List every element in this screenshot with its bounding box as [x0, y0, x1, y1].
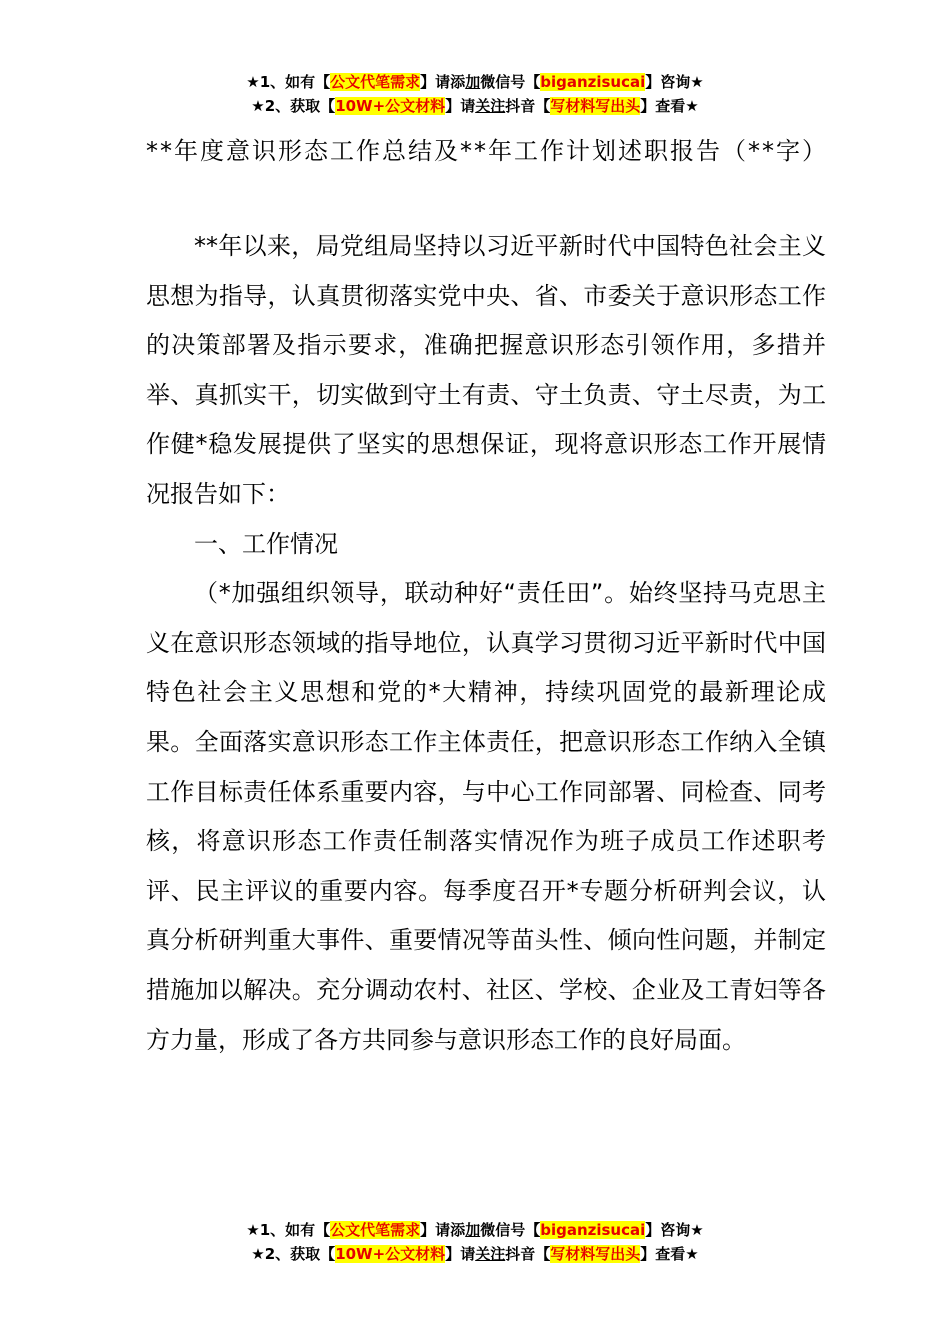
promo-line-2-suffix: 】查看★: [640, 1245, 699, 1263]
body-paragraph-organization: （*加强组织领导，联动种好“责任田”。始终坚持马克思主义在意识形态领域的指导地位，认真学习贯彻习近平新时代中国特色社会主义思想和党的*大精神，持续巩固党的最新理论成果。全面落实意识形态工作主体责任，把意识形态工作纳入全镇工作目标责任体系重要内容，与中心工作同部署、同检查、同考核，将意识形态工作责任制落实情况作为班子成员工作述职考评、民主评议的重要内容。每季度召开*专题分析研判会议，认真分析研判重大事件、重要情况等苗头性、倾向性问题，并制定措施加以解决。充分调动农村、社区、学校、企业及工青妇等各方力量，形成了各方共同参与意识形态工作的良好局面。: [146, 579, 826, 1054]
intro-paragraph: **年以来，局党组局坚持以习近平新时代中国特色社会主义思想为指导，认真贯彻落实党中央、省、市委关于意识形态工作的决策部署及指示要求，准确把握意识形态引领作用，多措并举、真抓实干，切实做到守土有责、守土负责、守土尽责，为工作健*稳发展提供了坚实的思想保证，现将意识形态工作开展情况报告如下：: [146, 232, 826, 508]
promo-line-2-mid2: 抖音【: [505, 97, 551, 115]
promo-line-1-emphasis: 加: [465, 1221, 481, 1239]
document-body: [146, 222, 826, 1065]
promo-highlight-materials: 10W+公文材料: [335, 1245, 446, 1263]
promo-line-1-mid: 】请添: [420, 1221, 466, 1239]
promo-highlight-writing-service: 公文代笔需求: [330, 1221, 421, 1239]
promo-line-1-prefix: ★1、如有【: [246, 1221, 331, 1239]
promo-highlight-wechat-id: biganzisucai: [540, 1221, 646, 1239]
promo-line-2-mid2: 抖音【: [505, 1245, 551, 1263]
promo-line-1-prefix: ★1、如有【: [246, 73, 331, 91]
promo-line-1-suffix: 】咨询★: [645, 1221, 704, 1239]
promo-highlight-writing-service: 公文代笔需求: [330, 73, 421, 91]
promo-line-2-mid: 】请: [445, 1245, 476, 1263]
promo-line-2-prefix: ★2、获取【: [251, 1245, 336, 1263]
promo-line-1: [0, 70, 950, 94]
promo-line-2: [0, 94, 950, 118]
promo-highlight-douyin-account: 写材料写出头: [550, 1245, 641, 1263]
footer-promo-banner: [0, 1218, 950, 1266]
promo-highlight-wechat-id: biganzisucai: [540, 73, 646, 91]
promo-line-1-mid2: 微信号【: [480, 73, 541, 91]
section-heading-work-status: 一、工作情况: [194, 529, 338, 558]
promo-line-2-emphasis: 关注: [475, 97, 506, 115]
document-title: **年度意识形态工作总结及**年工作计划述职报告（**字）: [146, 137, 828, 165]
promo-line-1-emphasis: 加: [465, 73, 481, 91]
promo-line-2-emphasis: 关注: [475, 1245, 506, 1263]
header-promo-banner: [0, 70, 950, 118]
promo-highlight-douyin-account: 写材料写出头: [550, 97, 641, 115]
promo-line-1: [0, 1218, 950, 1242]
promo-line-2-prefix: ★2、获取【: [251, 97, 336, 115]
promo-line-1-mid: 】请添: [420, 73, 466, 91]
promo-highlight-materials: 10W+公文材料: [335, 97, 446, 115]
promo-line-1-mid2: 微信号【: [480, 1221, 541, 1239]
promo-line-2: [0, 1242, 950, 1266]
promo-line-2-mid: 】请: [445, 97, 476, 115]
promo-line-2-suffix: 】查看★: [640, 97, 699, 115]
promo-line-1-suffix: 】咨询★: [645, 73, 704, 91]
